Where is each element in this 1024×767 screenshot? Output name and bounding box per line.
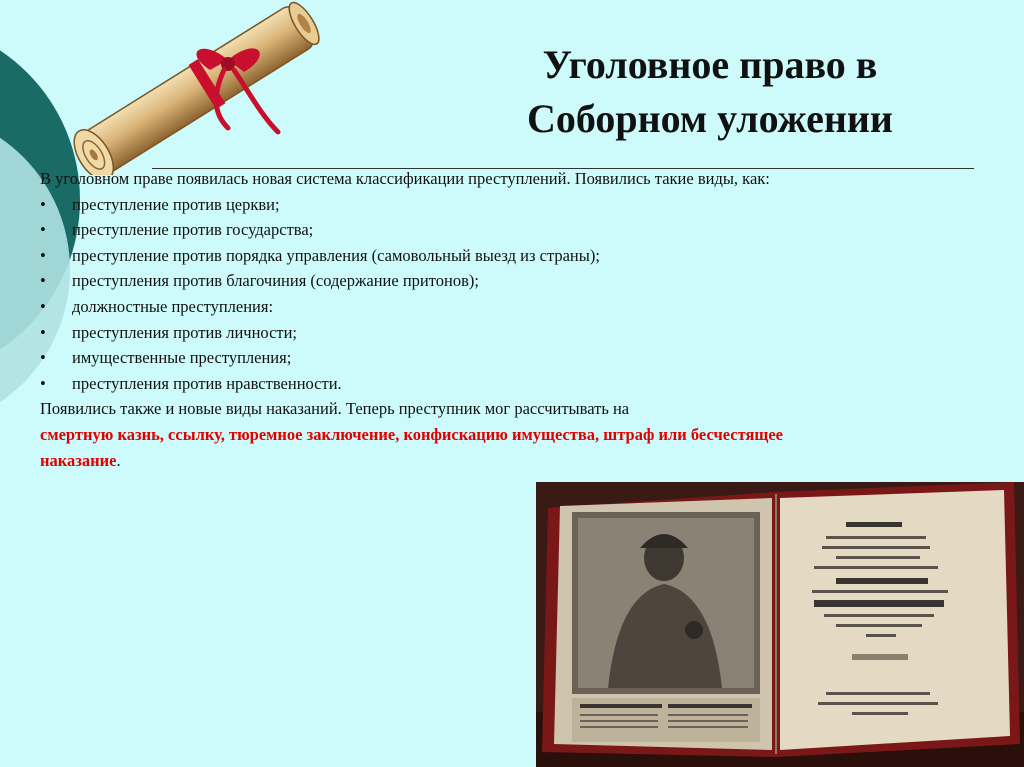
bullet-icon: • (40, 348, 46, 368)
bullet-icon: • (40, 271, 46, 291)
list-item-text: преступление против порядка управления (самовольный выезд из страны); (72, 245, 600, 265)
bullet-icon: • (40, 194, 46, 214)
list-item-text: должностные преступления: (72, 296, 274, 316)
punishments-paragraph (40, 396, 840, 473)
bullet-icon: • (40, 245, 46, 265)
list-item-text: преступления против благочиния (содержание притонов); (72, 271, 479, 291)
list-item (40, 320, 840, 346)
list-item-text: имущественные преступления; (72, 348, 292, 368)
book-photo (536, 482, 1024, 767)
list-item (40, 217, 840, 243)
list-item-text: преступления против нравственности. (72, 373, 342, 393)
list-item (40, 192, 840, 218)
punishments-lead: Появились также и новые виды наказаний. Теперь преступник мог рассчитывать на (40, 399, 630, 419)
title-line-2: Соборном уложении (527, 96, 893, 141)
punishments-highlight: смертную казнь, ссылку, тюремное заключение, конфискацию имущества, штраф или бесчестящее наказание (40, 424, 783, 470)
crime-types-list (40, 192, 840, 397)
list-item-text: преступление против государства; (72, 220, 314, 240)
list-item (40, 345, 840, 371)
bullet-icon: • (40, 322, 46, 342)
slide-body (40, 166, 840, 473)
list-item-text: преступления против личности; (72, 322, 298, 342)
list-item (40, 268, 840, 294)
slide-title (440, 38, 980, 146)
bullet-icon: • (40, 220, 46, 240)
scroll-illustration (52, 0, 342, 175)
list-item-text: преступление против церкви; (72, 194, 280, 214)
intro-paragraph: В уголовном праве появилась новая система классификации преступлений. Появились такие виды, как: (40, 169, 770, 188)
list-item (40, 294, 840, 320)
punishments-end: . (116, 450, 121, 470)
bullet-icon: • (40, 296, 46, 316)
list-item (40, 243, 840, 269)
bullet-icon: • (40, 373, 46, 393)
title-line-1: Уголовное право в (542, 42, 878, 87)
list-item (40, 371, 840, 397)
